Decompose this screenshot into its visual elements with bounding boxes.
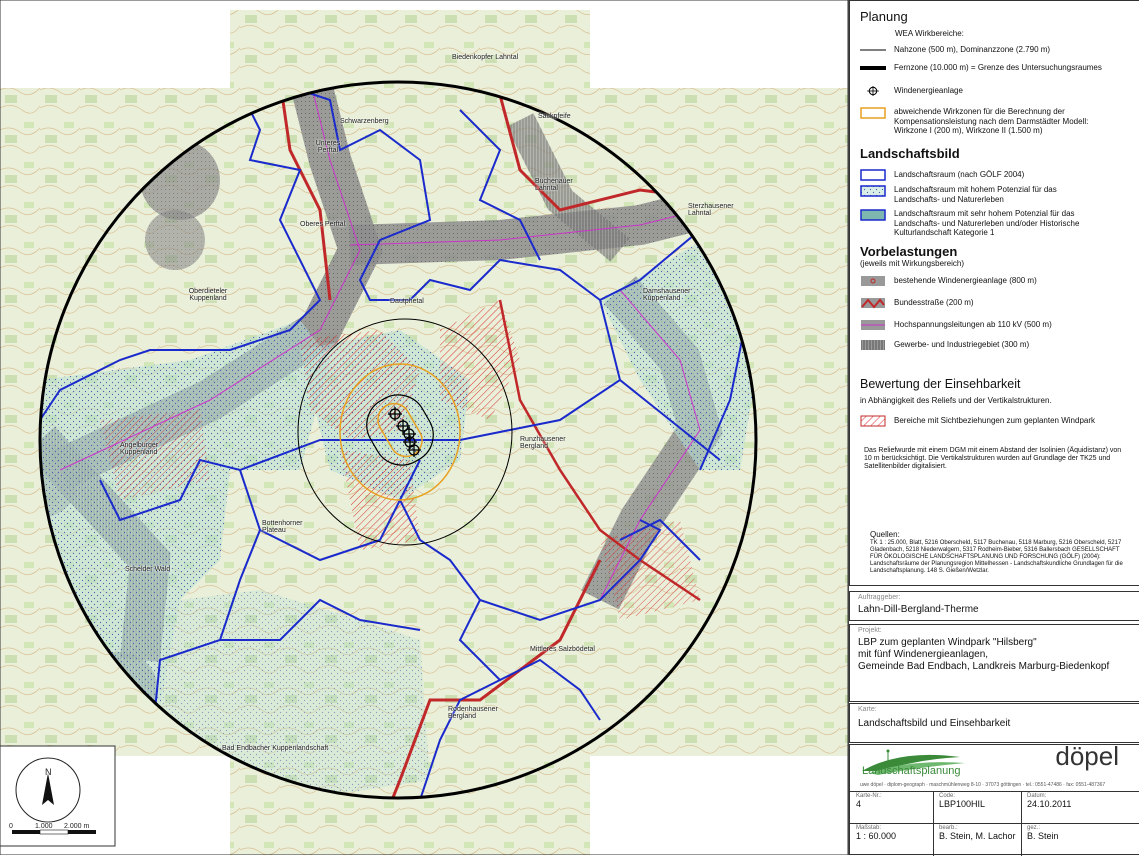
- place-label: Runzhausener Bergland: [520, 436, 566, 450]
- datum-cell: Datum: 24.10.2011: [1027, 793, 1072, 809]
- projekt: LBP zum geplanten Windpark "Hilsberg" mit fünf Windenergieanlagen, Gemeinde Bad Endbach, Landkreis Marburg-Biedenkopf: [858, 637, 1110, 672]
- place-label: Angelburger Kuppenland: [120, 442, 159, 456]
- auftraggeber: Lahn-Dill-Bergland-Therme: [858, 604, 979, 615]
- place-label: Sackpfeife: [538, 113, 571, 120]
- firm-address: uwe döpel · diplom-geograph · maschmühlenweg 8-10 · 37073 göttingen · tel.: 0551-47486 · fax: 0551-487367: [860, 782, 1106, 788]
- legend-title-landschaftsbild: Landschaftsbild: [860, 146, 960, 161]
- firm-tagline: Landschaftsplanung: [862, 765, 961, 777]
- place-label: Oberdieteler Kuppenland: [188, 288, 228, 302]
- place-label: Unteres Perftal: [315, 140, 341, 154]
- legend-wea-header: WEA Wirkbereiche:: [895, 29, 964, 38]
- place-label: Schelder Wald: [125, 566, 171, 573]
- place-label: Buchenauer Lahntal: [535, 178, 573, 192]
- legend-title-planung: Planung: [860, 9, 908, 24]
- legend-note: Das Reliefwurde mit einem DGM mit einem Abstand der Isolinien (Äquidistanz) von 10 m berücksichtigt. Die Vertikalstrukturen wurden auf Grundlage der TK25 und Satellitenbilder digitalisiert.: [864, 447, 1122, 470]
- legend-row-nahzone: Nahzone (500 m), Dominanzzone (2.790 m): [894, 45, 1051, 55]
- legend-row-wea: Windenergieanlage: [860, 86, 963, 96]
- code-cell: Code: LBP100HIL: [939, 793, 986, 809]
- place-label: Damshausener Kuppenland: [643, 288, 691, 302]
- legend-row-abweichend: abweichende Wirkzonen für die Berechnung der Kompensationsleistung nach dem Darmstädter Modell: Wirkzone I (200 m), Wirkzone II (1.500 m): [860, 107, 1130, 136]
- legend-row-fernzone: Fernzone (10.000 m) = Grenze des Untersuchungsraumes: [894, 63, 1102, 73]
- gez-cell: gez.: B. Stein: [1027, 825, 1059, 841]
- massstab-cell: Maßstab: 1 : 60.000: [856, 825, 897, 841]
- karte: Landschaftsbild und Einsehbarkeit: [858, 718, 1011, 729]
- legend-row-vb2: Bundesstraße (200 m): [860, 297, 974, 309]
- scale-label-0: 0: [9, 823, 13, 830]
- scale-label-1: 1.000: [35, 823, 53, 830]
- legend-title-bewertung: Bewertung der Einsehbarkeit: [860, 377, 1021, 391]
- projekt-box: Projekt: LBP zum geplanten Windpark "Hilsberg" mit fünf Windenergieanlagen, Gemeinde Bad Endbach, Landkreis Marburg-Biedenkopf: [849, 624, 1139, 702]
- north-label: N: [45, 767, 52, 777]
- firm-name: döpel: [1055, 741, 1119, 771]
- legend-bew-sub: in Abhängigkeit des Reliefs und der Vertikalstrukturen.: [860, 396, 1052, 405]
- place-label: Oberes Perftal: [300, 221, 346, 228]
- legend-row-vb3: Hochspannungsleitungen ab 110 kV (500 m): [860, 319, 1052, 331]
- auftraggeber-box: Auftraggeber: Lahn-Dill-Bergland-Therme: [849, 591, 1139, 621]
- quellen-title: Quellen:: [870, 530, 900, 539]
- legend-box: [849, 0, 1139, 586]
- place-label: Schwarzenberg: [340, 118, 389, 125]
- place-label: Bottenhorner Plateau: [262, 520, 303, 534]
- legend-vorb-sub: (jeweils mit Wirkungsbereich): [860, 259, 965, 268]
- place-label: Dautphetal: [390, 298, 424, 305]
- legend-row-bew1: Bereiche mit Sichtbeziehungen zum geplanten Windpark: [860, 415, 1095, 427]
- legend-row-vb4: Gewerbe- und Industriegebiet (300 m): [860, 339, 1029, 351]
- legend-row-vb1: bestehende Windenergieanlage (800 m): [860, 275, 1037, 287]
- place-label: Biedenkopfer Lahntal: [452, 54, 519, 61]
- quellen-text: TK 1 : 25.000, Blatt, 5216 Oberscheld, 5117 Buchenau, 5118 Marburg, 5216 Oberscheld, 5217 Gladenbach, 5218 Niederwalgern, 5317 Rodheim-Bieber, 5316 Ballersbach GESELLSCHAFT FÜR ÖKOLOGISCHE LANDSCHAFTSPLANUNG UND FORSCHUNG (GÖLF) (2004): Landschaftsräume der Planungsregion Mittelhessen - Landschaftskundliche Grundlagen für die Landschaftsplanung. 148 S. Gießen/Wetzlar.: [870, 540, 1123, 574]
- place-label: Bad Endbacher Kuppenlandschaft: [222, 745, 329, 752]
- legend-title-vorbelastungen: Vorbelastungen: [860, 244, 958, 259]
- legend-row-lr3: Landschaftsraum mit sehr hohem Potenzial für das Landschafts- und Naturerleben und/oder Historische Kulturlandschaft Kategorie 1: [860, 209, 1130, 238]
- legend-panel: [848, 0, 1139, 855]
- place-label: Mittleres Salzbödetal: [530, 646, 595, 653]
- legend-row-lr2: Landschaftsraum mit hohem Potenzial für das Landschafts- und Naturerleben: [860, 185, 1130, 204]
- scale-label-2: 2.000 m: [64, 823, 90, 830]
- turbine-icon: [860, 86, 886, 96]
- place-label: Rodenhausener Bergland: [448, 706, 498, 720]
- legend-row-lr1: Landschaftsraum (nach GÖLF 2004): [860, 169, 1024, 181]
- bearb-cell: bearb.: B. Stein, M. Lachor: [939, 825, 1016, 841]
- place-label: Sterzhausener Lahntal: [688, 203, 734, 217]
- firm-box: [849, 741, 1139, 855]
- kartenr-cell: Karte-Nr.: 4: [856, 793, 882, 809]
- karte-box: Karte: Landschaftsbild und Einsehbarkeit: [849, 703, 1139, 743]
